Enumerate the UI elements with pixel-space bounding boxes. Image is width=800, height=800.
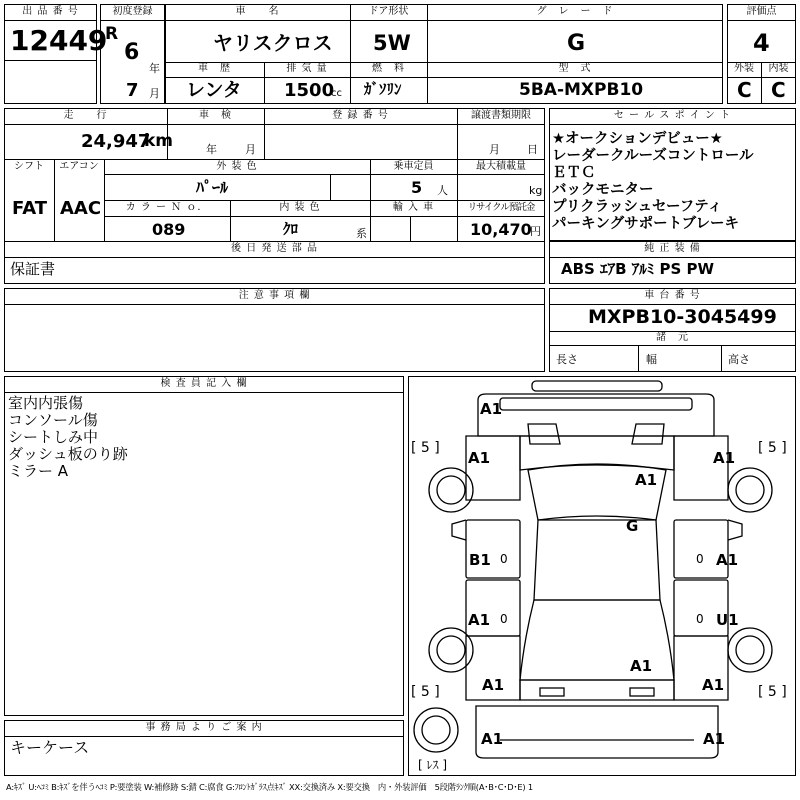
inspector-note-item: 室内内張傷: [8, 394, 84, 412]
height-label: 高さ: [728, 353, 750, 366]
tire-spare: [ ﾚｽ ]: [418, 758, 448, 772]
displacement-unit: cc: [331, 88, 342, 99]
model-code-value: 5BA-MXPB10: [519, 80, 644, 100]
shift-value: FAT: [12, 198, 48, 219]
import-label: 輸 入 車: [392, 202, 435, 213]
model-code-label: 型 式: [558, 63, 592, 74]
year-value: 6: [124, 40, 140, 65]
mileage-value: 24,947: [81, 131, 151, 152]
tire-front-left: [ 5 ]: [411, 440, 440, 456]
car-name-label: 車 名: [235, 6, 280, 17]
specs-label: 諸 元: [656, 332, 689, 343]
fuel-value: ｶﾞｿﾘﾝ: [364, 80, 402, 98]
car-name-value: ヤリスクロス: [213, 31, 333, 55]
mark-front-right: A1: [713, 449, 736, 467]
max-load-label: 最大積載量: [476, 161, 526, 172]
ext-color-value: ﾊﾟｰﾙ: [196, 178, 229, 197]
insp-year-unit: 年: [206, 143, 217, 156]
tire-rear-right: [ 5 ]: [758, 684, 787, 700]
mark-bumper-right: A1: [703, 730, 726, 748]
door-zero-left-rear: 0: [500, 612, 508, 626]
exterior-value: C: [737, 78, 752, 102]
mark-roof-front: A1: [480, 400, 503, 418]
interior-label: 内装: [768, 63, 789, 74]
notes-label: 注 意 事 項 欄: [238, 290, 311, 301]
mark-front-left: A1: [468, 449, 491, 467]
inspection-label: 車 検: [199, 110, 232, 121]
sales-point-item: ＥＴＣ: [552, 165, 596, 181]
color-no-label: カ ラ ー Ｎ ｏ．: [125, 202, 209, 213]
grade-value: G: [567, 31, 586, 56]
aircon-label: エアコン: [59, 161, 99, 172]
inspector-note-item: ミラー A: [8, 462, 69, 480]
inspector-note-item: コンソール傷: [8, 411, 98, 429]
lot-no-value: 12449: [10, 24, 108, 57]
genuine-equip-value: ABS ｴｱB ｱﾙﾐ PS PW: [561, 260, 715, 278]
sales-point-item: レーダークルーズコントロール: [552, 148, 754, 164]
inspector-note-item: シートしみ中: [8, 428, 99, 446]
office-note-value: キーケース: [10, 738, 90, 757]
later-parts-value: 保証書: [10, 260, 56, 278]
door-zero-left-front: 0: [500, 552, 508, 566]
sales-points-label: セ ー ル ス ポ イ ン ト: [613, 110, 732, 121]
mileage-unit: km: [144, 131, 174, 151]
int-color-unit: 系: [356, 227, 367, 240]
inspector-note-item: ダッシュ板のり跡: [8, 445, 128, 463]
door-label: ドア形状: [368, 6, 409, 17]
mark-rear-right: A1: [702, 676, 725, 694]
mark-left-front-door: B1: [469, 551, 491, 569]
later-parts-label: 後 日 発 送 部 品: [231, 243, 318, 254]
door-value: 5W: [373, 31, 411, 55]
chassis-no-label: 車 台 番 号: [644, 290, 701, 301]
mark-bumper-left: A1: [481, 730, 504, 748]
mark-rear-left: A1: [482, 676, 505, 694]
exterior-label: 外装: [734, 63, 754, 74]
recycle-unit: 円: [530, 225, 541, 238]
lot-no-label: 出 品 番 号: [22, 6, 79, 17]
color-no-value: 089: [152, 220, 186, 239]
shift-label: シフト: [14, 161, 44, 172]
mark-left-rear-door: A1: [468, 611, 491, 629]
displacement-value: 1500: [284, 80, 335, 101]
grade-label: グ レ ー ド: [536, 6, 614, 17]
genuine-equip-label: 純 正 装 備: [644, 243, 701, 254]
capacity-label: 乗車定員: [393, 161, 434, 172]
mark-hood: A1: [635, 471, 658, 489]
sales-point-item: ★オークションデビュー★: [552, 131, 723, 147]
legend-text: A:ｷｽﾞ U:ﾍｺﾐ B:ｷｽﾞを伴うﾍｺﾐ P:要塗装 W:補修跡 S:錆 C:腐食 G:ﾌﾛﾝﾄｶﾞﾗｽ点ｷｽﾞ XX:交換済み X:要交換 内・外装評価 5段階ﾗﾝｸ順(A･B･C･D･E) 1: [6, 782, 533, 792]
month-unit: 月: [149, 87, 160, 100]
sales-point-item: プリクラッシュセーフティ: [552, 199, 723, 215]
year-unit: 年: [149, 62, 160, 75]
mark-windshield: G: [626, 517, 639, 535]
insp-month-unit: 月: [245, 143, 256, 156]
door-zero-right-rear: 0: [696, 612, 704, 626]
mark-right-rear-door: U1: [716, 611, 739, 629]
sales-point-item: バックモニター: [552, 182, 654, 198]
chassis-no-value: MXPB10-3045499: [588, 306, 777, 328]
int-color-value: ｸﾛ: [283, 220, 299, 238]
doc-day-unit: 日: [527, 143, 538, 156]
ext-color-label: 外 装 色: [216, 161, 258, 172]
door-zero-right-front: 0: [696, 552, 704, 566]
displacement-label: 排 気 量: [286, 63, 328, 74]
length-label: 長さ: [556, 353, 578, 366]
era-value: R: [105, 24, 119, 44]
fuel-label: 燃 料: [372, 63, 405, 74]
score-value: 4: [753, 29, 770, 57]
recycle-label: リサイクル預託金: [467, 202, 535, 213]
transfer-doc-label: 譲渡書類期限: [471, 110, 531, 121]
month-value: 7: [126, 80, 139, 101]
int-color-label: 内 装 色: [279, 202, 321, 213]
mileage-label: 走 行: [63, 110, 108, 121]
office-label: 事 務 局 よ り ご 案 内: [145, 722, 263, 733]
load-unit: kg: [529, 184, 543, 197]
tire-rear-left: [ 5 ]: [411, 684, 440, 700]
mark-rear-gate: A1: [630, 657, 653, 675]
score-label: 評価点: [746, 6, 777, 17]
sales-point-item: パーキングサポートブレーキ: [552, 216, 740, 232]
capacity-value: 5: [411, 178, 423, 197]
history-label: 車 歴: [198, 63, 231, 74]
history-value: レンタ: [186, 79, 242, 101]
tire-front-right: [ 5 ]: [758, 440, 787, 456]
mark-right-front-door: A1: [716, 551, 739, 569]
recycle-value: 10,470: [470, 220, 532, 239]
doc-month-unit: 月: [489, 143, 500, 156]
interior-value: C: [771, 78, 786, 102]
aircon-value: AAC: [60, 198, 102, 219]
reg-no-label: 登 録 番 号: [332, 110, 389, 121]
width-label: 幅: [646, 353, 657, 366]
first-reg-label: 初度登録: [112, 6, 153, 17]
inspector-label: 検 査 員 記 入 欄: [160, 378, 248, 389]
capacity-unit: 人: [437, 184, 448, 197]
